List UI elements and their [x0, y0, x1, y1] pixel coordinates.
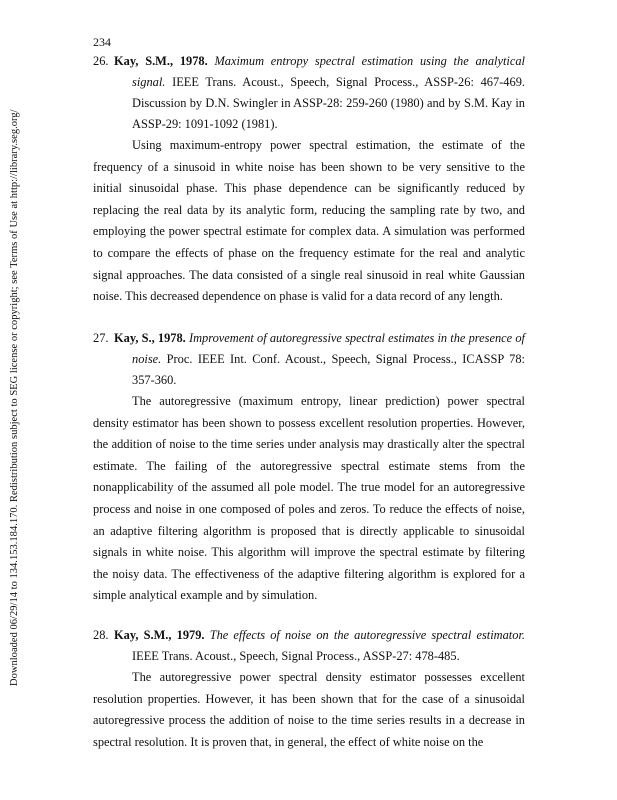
abstract-text: The autoregressive power spectral density estimator possesses excellent resolution properties. However, it has been shown that for the case of a sinusoidal autoregressive process the addition of noise to the time series results in a decrease in spectral resolution. It is proven that, in general, the effect of white noise on the	[93, 670, 525, 749]
article-title: The effects of noise on the autoregressive spectral estimator.	[209, 628, 525, 642]
publication-source: Proc. IEEE Int. Conf. Acoust., Speech, Signal Process., ICASSP 78: 357-360.	[132, 352, 525, 387]
publication-source: IEEE Trans. Acoust., Speech, Signal Process., ASSP-27: 478-485.	[132, 649, 460, 663]
author-year: Kay, S.M., 1979.	[114, 628, 205, 642]
reference-entry	[93, 51, 525, 308]
article-title: Improvement of autoregressive spectral estimates in the presence of noise.	[132, 331, 525, 366]
entry-number: 27.	[93, 331, 109, 345]
publication-source: IEEE Trans. Acoust., Speech, Signal Process., ASSP-26: 467-469. Discussion by D.N. Swingler in ASSP-28: 259-260 (1980) and by S.M. Kay in ASSP-29: 1091-1092 (1981).	[132, 75, 525, 131]
entry-number: 28.	[93, 628, 109, 642]
page-number: 234	[93, 35, 111, 49]
abstract-text: Using maximum-entropy power spectral estimation, the estimate of the frequency of a sinusoid in white noise has been shown to be very sensitive to the initial sinusoidal phase. This phase dependence can be significantly reduced by replacing the real data by its analytic form, reducing the sampling rate by two, and employing the power spectral estimate for complex data. A simulation was performed to compare the effects of phase on the frequency estimate for the real and analytic signal approaches. The data consisted of a single real sinusoid in real white Gaussian noise. This decreased dependence on phase is valid for a data record of any length.	[93, 138, 525, 304]
reference-entry	[93, 328, 525, 607]
citation	[93, 328, 525, 391]
reference-entry	[93, 625, 525, 753]
download-notice: Downloaded 06/29/14 to 134.153.184.170. Redistribution subject to SEG license or copyright; see Terms of Use at http://library.seg.org/	[9, 109, 20, 686]
citation	[93, 51, 525, 135]
entry-number: 26.	[93, 54, 109, 68]
author-year: Kay, S.M., 1978.	[114, 54, 208, 68]
author-year: Kay, S., 1978.	[114, 331, 186, 345]
abstract-text: The autoregressive (maximum entropy, linear prediction) power spectral density estimator has been shown to possess excellent resolution properties. However, the addition of noise to the time series under analysis may drastically alter the spectral estimate. The failing of the autoregressive spectral estimate stems from the nonapplicability of the assumed all pole model. The true model for an autoregressive process and noise in one composed of poles and zeros. To reduce the effects of noise, an adaptive filtering algorithm is proposed that is directly applicable to sinusoidal signals in white noise. This algorithm will improve the spectral estimate by filtering the noisy data. The effectiveness of the adaptive filtering algorithm is explored for a simple analytical example and by simulation.	[93, 394, 525, 603]
citation	[93, 625, 525, 667]
article-title: Maximum entropy spectral estimation using the analytical signal.	[132, 54, 525, 89]
